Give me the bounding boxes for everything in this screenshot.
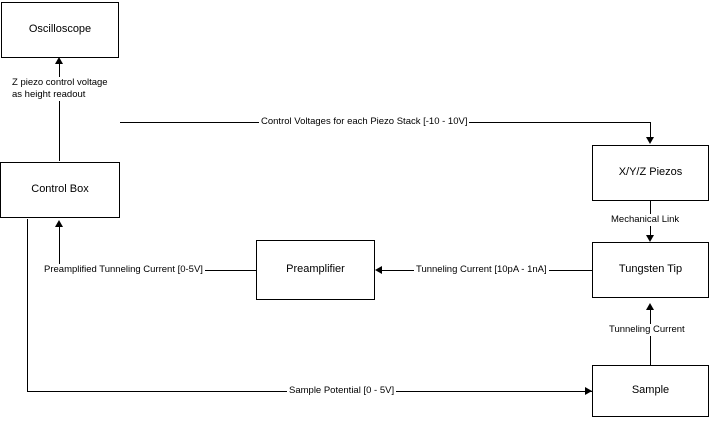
edge-arrow-tunneling-current-sample <box>646 303 654 310</box>
edge-arrow-control-voltages <box>646 137 654 144</box>
node-sample-label: Sample <box>631 384 670 397</box>
node-piezos-label: X/Y/Z Piezos <box>618 166 683 179</box>
node-tungsten-tip[interactable] <box>592 242 709 298</box>
edge-arrow-tunneling-current-preamp <box>375 266 382 274</box>
edge-line-tunneling-current-sample <box>650 309 651 368</box>
node-control-box[interactable] <box>0 162 120 218</box>
edge-arrow-preamplified-current <box>55 220 63 227</box>
edge-label-tunneling-current-sample: Tunneling Current <box>609 324 685 335</box>
edge-arrow-mechanical-link <box>646 235 654 242</box>
edge-label-z-piezo-readout-line2: as height readout <box>12 88 86 100</box>
edge-label-sample-potential: Sample Potential [0 - 5V] <box>289 385 395 396</box>
node-tungsten-tip-label: Tungsten Tip <box>618 263 683 276</box>
edge-line-sample-potential-vert <box>27 219 28 391</box>
node-preamplifier-label: Preamplifier <box>286 263 345 276</box>
edge-label-tunneling-current-preamp: Tunneling Current [10pA - 1nA] <box>416 264 547 275</box>
node-piezos[interactable] <box>592 145 709 201</box>
node-oscilloscope-label: Oscilloscope <box>28 23 92 36</box>
edge-line-control-box-up <box>120 122 121 123</box>
edge-arrow-oscilloscope <box>55 57 63 64</box>
node-oscilloscope[interactable] <box>1 2 119 58</box>
edge-arrow-sample-potential <box>585 387 592 395</box>
node-preamplifier[interactable] <box>256 240 375 300</box>
edge-label-z-piezo-readout-line1: Z piezo control voltage <box>12 77 108 88</box>
edge-label-z-piezo-readout <box>10 77 134 101</box>
node-control-box-label: Control Box <box>31 183 89 196</box>
node-sample[interactable] <box>592 365 709 417</box>
edge-label-mechanical-link: Mechanical Link <box>611 214 680 225</box>
edge-label-preamplified-current: Preamplified Tunneling Current [0-5V] <box>44 264 203 275</box>
edge-label-control-voltages: Control Voltages for each Piezo Stack [-10 - 10V] <box>261 116 468 127</box>
